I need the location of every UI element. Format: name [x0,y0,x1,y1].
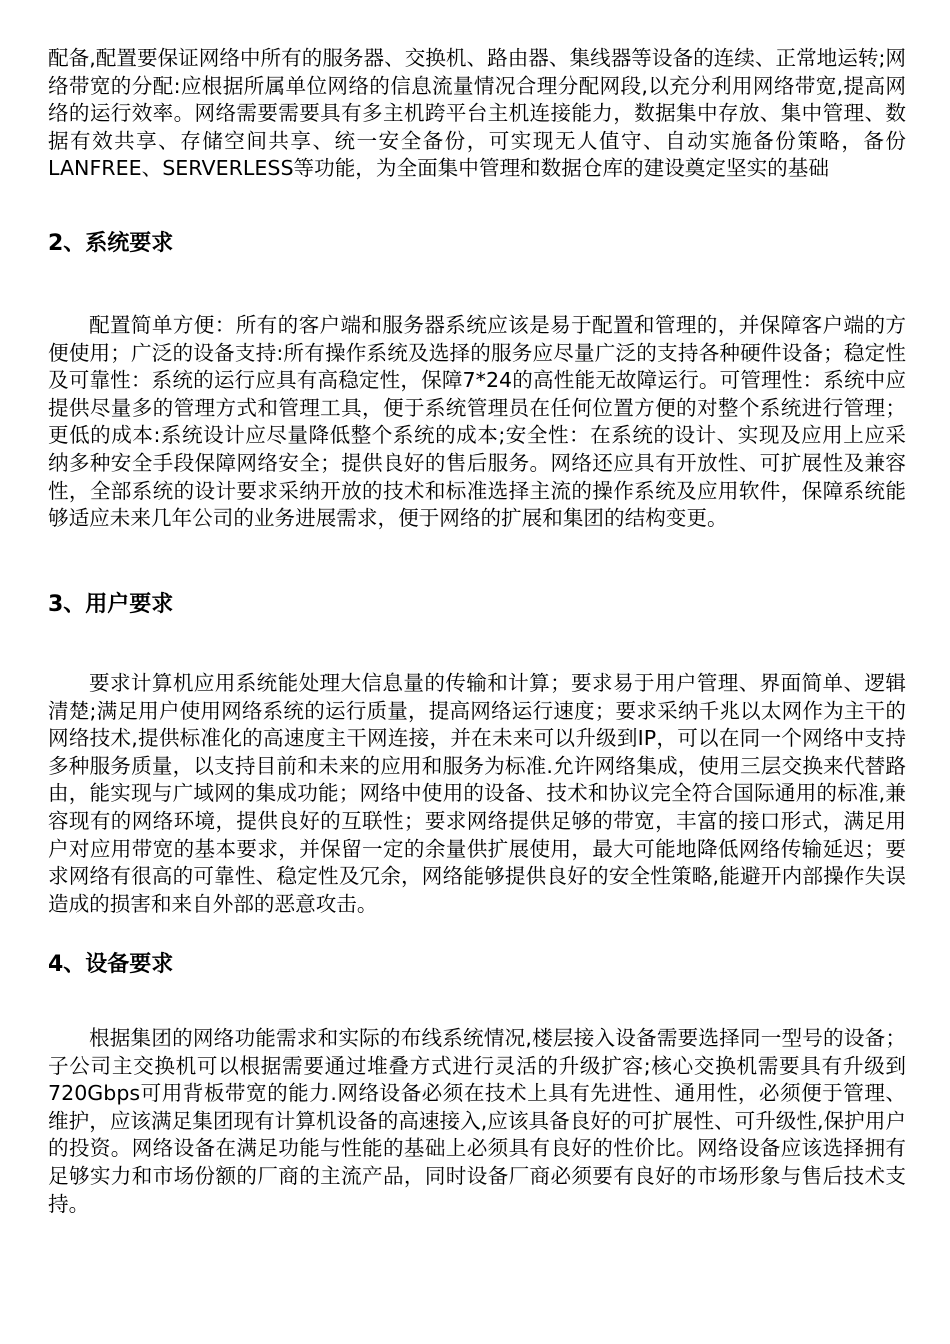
section-heading-user-requirements: 3、用户要求 [48,592,174,617]
section-heading-equipment-requirements: 4、设备要求 [48,952,174,977]
section-body-equipment-requirements: 根据集团的网络功能需求和实际的布线系统情况,楼层接入设备需要选择同一型号的设备；子公司主交换机可以根据需要通过堆叠方式进行灵活的升级扩容;核心交换机需要具有升级到720Gbps可用背板带宽的能力.网络设备必须在技术上具有先进性、通用性，必须便于管理、维护，应该满足集团现有计算机设备的高速接入,应该具备良好的可扩展性、可升级性,保护用户的投资。网络设备在满足功能与性能的基础上必须具有良好的性价比。网络设备应该选择拥有足够实力和市场份额的厂商的主流产品，同时设备厂商必须要有良好的市场形象与售后技术支持。 [48,1026,906,1216]
section-body-system-requirements: 配置简单方便：所有的客户端和服务器系统应该是易于配置和管理的，并保障客户端的方便使用；广泛的设备支持:所有操作系统及选择的服务应尽量广泛的支持各种硬件设备；稳定性及可靠性：系统的运行应具有高稳定性，保障7*24的高性能无故障运行。可管理性：系统中应提供尽量多的管理方式和管理工具，便于系统管理员在任何位置方便的对整个系统进行管理；更低的成本:系统设计应尽量降低整个系统的成本;安全性：在系统的设计、实现及应用上应采纳多种安全手段保障网络安全；提供良好的售后服务。网络还应具有开放性、可扩展性及兼容性，全部系统的设计要求采纳开放的技术和标准选择主流的操作系统及应用软件，保障系统能够适应未来几年公司的业务进展需求，便于网络的扩展和集团的结构变更。 [48,313,906,531]
section-heading-system-requirements: 2、系统要求 [48,231,174,256]
intro-paragraph: 配备,配置要保证网络中所有的服务器、交换机、路由器、集线器等设备的连续、正常地运转;网络带宽的分配:应根据所属单位网络的信息流量情况合理分配网段,以充分利用网络带宽,提高网络的运行效率。网络需要需要具有多主机跨平台主机连接能力，数据集中存放、集中管理、数据有效共享、存储空间共享、统一安全备份，可实现无人值守、自动实施备份策略，备份LANFREE、SERVERLESS等功能，为全面集中管理和数据仓库的建设奠定坚实的基础 [48,46,906,181]
section-body-user-requirements: 要求计算机应用系统能处理大信息量的传输和计算；要求易于用户管理、界面简单、逻辑清楚;满足用户使用网络系统的运行质量，提高网络运行速度；要求采纳千兆以太网作为主干的网络技术,提供标准化的高速度主干网连接，并在未来可以升级到IP，可以在同一个网络中支持多种服务质量，以支持目前和未来的应用和服务为标准.允许网络集成，使用三层交换来代替路由，能实现与广域网的集成功能；网络中使用的设备、技术和协议完全符合国际通用的标准,兼容现有的网络环境，提供良好的互联性；要求网络提供足够的带宽，丰富的接口形式，满足用户对应用带宽的基本要求，并保留一定的余量供扩展使用，最大可能地降低网络传输延迟；要求网络有很高的可靠性、稳定性及冗余，网络能够提供良好的安全性策略,能避开内部操作失误造成的损害和来自外部的恶意攻击。 [48,671,906,916]
